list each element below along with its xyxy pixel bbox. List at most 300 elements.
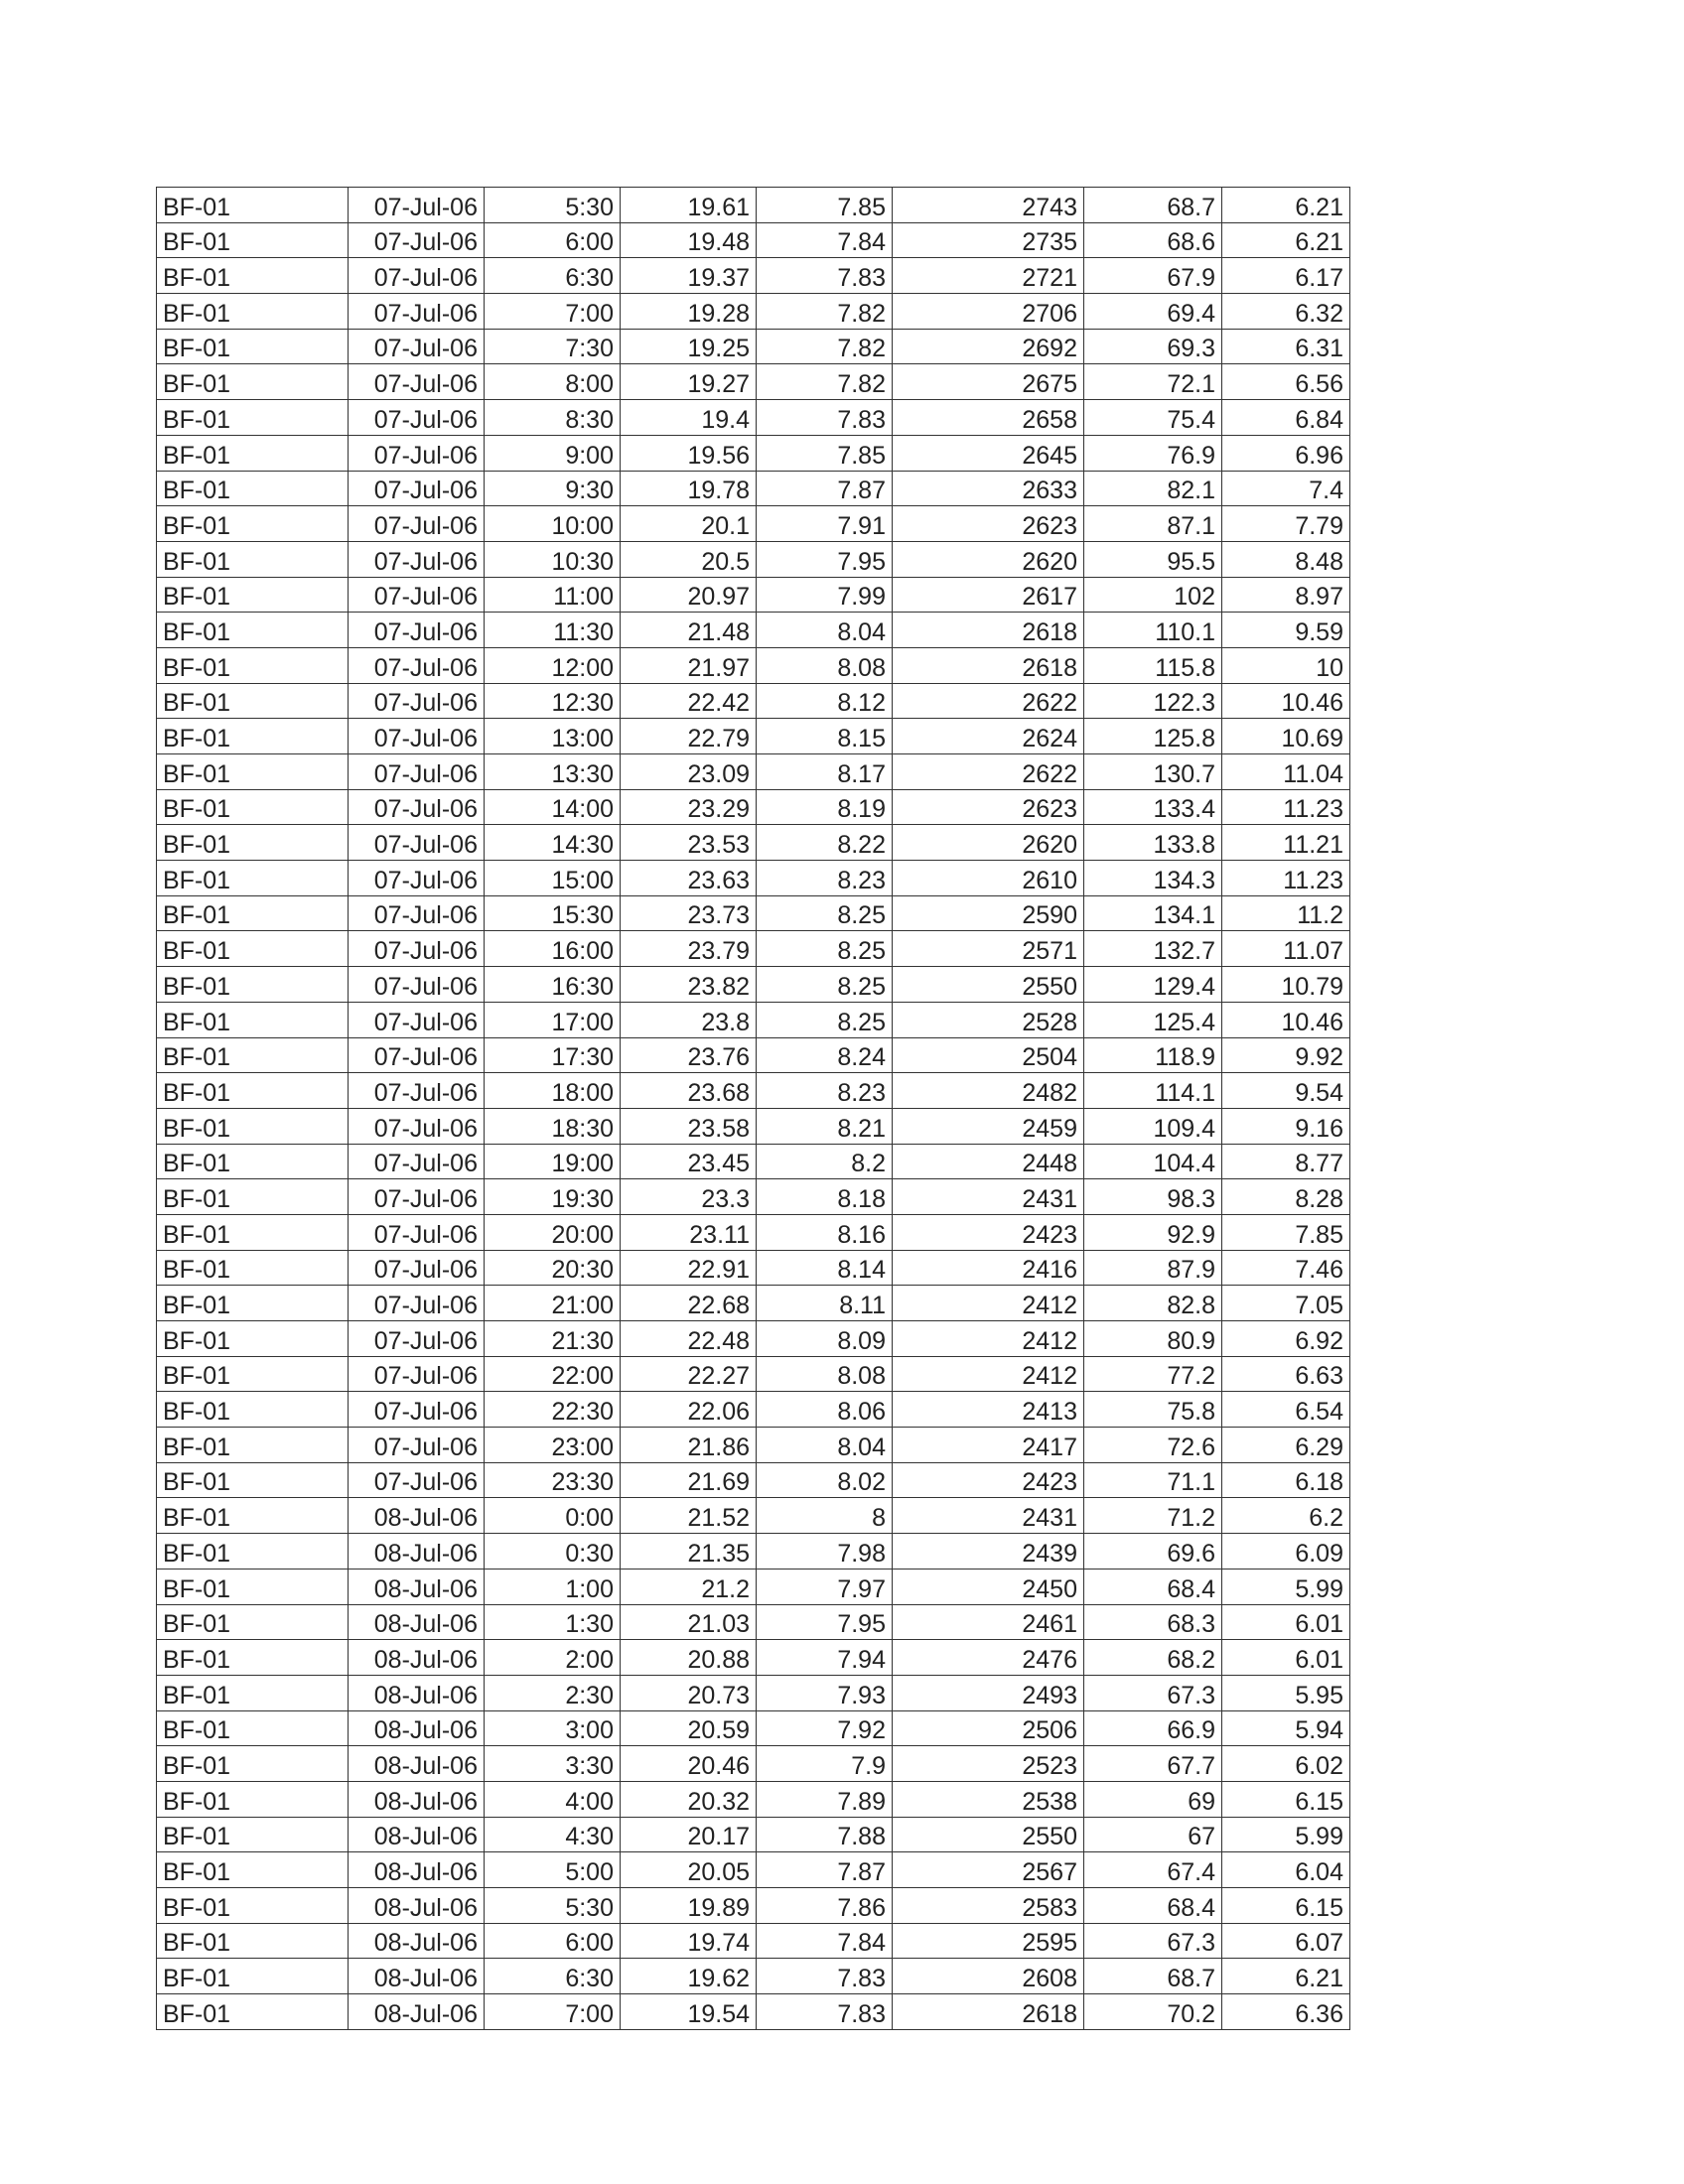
cell-value-3: 2450 xyxy=(893,1569,1084,1604)
cell-value-2: 8.25 xyxy=(757,931,893,967)
cell-date: 07-Jul-06 xyxy=(349,1250,485,1286)
cell-value-2: 7.86 xyxy=(757,1888,893,1924)
cell-value-3: 2608 xyxy=(893,1959,1084,1994)
cell-value-5: 6.56 xyxy=(1222,364,1350,400)
cell-station-id: BF-01 xyxy=(157,1356,349,1392)
cell-value-2: 8.15 xyxy=(757,719,893,754)
table-row xyxy=(157,1817,1350,1852)
cell-time: 1:00 xyxy=(485,1569,621,1604)
cell-time: 16:30 xyxy=(485,967,621,1003)
cell-date: 07-Jul-06 xyxy=(349,400,485,436)
cell-value-5: 6.32 xyxy=(1222,294,1350,330)
cell-value-3: 2633 xyxy=(893,471,1084,506)
table-row xyxy=(157,258,1350,294)
cell-value-2: 8.25 xyxy=(757,895,893,931)
cell-station-id: BF-01 xyxy=(157,1498,349,1534)
cell-time: 0:00 xyxy=(485,1498,621,1534)
cell-time: 18:30 xyxy=(485,1108,621,1144)
cell-value-3: 2706 xyxy=(893,294,1084,330)
cell-time: 7:00 xyxy=(485,294,621,330)
cell-value-3: 2692 xyxy=(893,329,1084,364)
cell-value-5: 7.4 xyxy=(1222,471,1350,506)
table-row xyxy=(157,1286,1350,1321)
table-row xyxy=(157,1640,1350,1676)
cell-value-2: 8.11 xyxy=(757,1286,893,1321)
cell-value-5: 7.85 xyxy=(1222,1214,1350,1250)
cell-time: 6:30 xyxy=(485,1959,621,1994)
cell-value-5: 6.01 xyxy=(1222,1604,1350,1640)
cell-value-1: 23.09 xyxy=(621,754,757,790)
cell-value-4: 70.2 xyxy=(1084,1994,1222,2030)
cell-value-5: 6.63 xyxy=(1222,1356,1350,1392)
cell-value-2: 7.98 xyxy=(757,1534,893,1570)
table-row xyxy=(157,1675,1350,1710)
cell-value-3: 2620 xyxy=(893,825,1084,861)
cell-time: 5:30 xyxy=(485,188,621,223)
cell-value-5: 6.04 xyxy=(1222,1852,1350,1888)
cell-value-4: 68.7 xyxy=(1084,188,1222,223)
table-row xyxy=(157,1108,1350,1144)
cell-station-id: BF-01 xyxy=(157,1108,349,1144)
cell-value-5: 7.05 xyxy=(1222,1286,1350,1321)
cell-date: 07-Jul-06 xyxy=(349,719,485,754)
table-row xyxy=(157,1710,1350,1746)
cell-value-4: 134.1 xyxy=(1084,895,1222,931)
cell-value-1: 20.05 xyxy=(621,1852,757,1888)
cell-value-3: 2423 xyxy=(893,1462,1084,1498)
cell-date: 07-Jul-06 xyxy=(349,1462,485,1498)
cell-value-2: 7.84 xyxy=(757,1923,893,1959)
cell-value-5: 11.07 xyxy=(1222,931,1350,967)
cell-station-id: BF-01 xyxy=(157,1321,349,1357)
cell-value-1: 19.89 xyxy=(621,1888,757,1924)
table-row xyxy=(157,1356,1350,1392)
cell-station-id: BF-01 xyxy=(157,294,349,330)
cell-value-5: 6.07 xyxy=(1222,1923,1350,1959)
cell-value-3: 2571 xyxy=(893,931,1084,967)
cell-date: 07-Jul-06 xyxy=(349,258,485,294)
cell-time: 5:30 xyxy=(485,1888,621,1924)
cell-station-id: BF-01 xyxy=(157,188,349,223)
cell-value-5: 5.95 xyxy=(1222,1675,1350,1710)
cell-value-3: 2618 xyxy=(893,613,1084,648)
cell-station-id: BF-01 xyxy=(157,613,349,648)
cell-value-2: 7.83 xyxy=(757,258,893,294)
cell-date: 07-Jul-06 xyxy=(349,577,485,613)
cell-value-4: 72.6 xyxy=(1084,1428,1222,1463)
cell-value-5: 6.36 xyxy=(1222,1994,1350,2030)
cell-value-2: 8.08 xyxy=(757,647,893,683)
cell-station-id: BF-01 xyxy=(157,1144,349,1179)
cell-time: 14:30 xyxy=(485,825,621,861)
cell-station-id: BF-01 xyxy=(157,435,349,471)
cell-date: 07-Jul-06 xyxy=(349,683,485,719)
cell-value-4: 122.3 xyxy=(1084,683,1222,719)
cell-value-1: 20.46 xyxy=(621,1746,757,1782)
cell-value-5: 9.92 xyxy=(1222,1037,1350,1073)
cell-station-id: BF-01 xyxy=(157,967,349,1003)
cell-value-5: 6.15 xyxy=(1222,1888,1350,1924)
table-row xyxy=(157,364,1350,400)
cell-date: 07-Jul-06 xyxy=(349,294,485,330)
cell-value-3: 2595 xyxy=(893,1923,1084,1959)
cell-value-2: 7.95 xyxy=(757,1604,893,1640)
cell-date: 07-Jul-06 xyxy=(349,1108,485,1144)
cell-value-5: 5.99 xyxy=(1222,1569,1350,1604)
cell-time: 13:00 xyxy=(485,719,621,754)
table-row xyxy=(157,471,1350,506)
table-body xyxy=(157,188,1350,2030)
cell-value-3: 2476 xyxy=(893,1640,1084,1676)
cell-value-5: 6.01 xyxy=(1222,1640,1350,1676)
cell-station-id: BF-01 xyxy=(157,1534,349,1570)
cell-date: 07-Jul-06 xyxy=(349,647,485,683)
cell-value-5: 6.09 xyxy=(1222,1534,1350,1570)
cell-value-5: 11.23 xyxy=(1222,789,1350,825)
cell-value-3: 2550 xyxy=(893,1817,1084,1852)
cell-time: 9:30 xyxy=(485,471,621,506)
cell-value-1: 20.1 xyxy=(621,506,757,542)
cell-value-2: 8.16 xyxy=(757,1214,893,1250)
cell-date: 07-Jul-06 xyxy=(349,222,485,258)
cell-value-1: 23.73 xyxy=(621,895,757,931)
cell-value-5: 5.94 xyxy=(1222,1710,1350,1746)
cell-value-4: 82.1 xyxy=(1084,471,1222,506)
cell-station-id: BF-01 xyxy=(157,789,349,825)
cell-value-1: 23.3 xyxy=(621,1179,757,1215)
cell-value-1: 21.86 xyxy=(621,1428,757,1463)
table-row xyxy=(157,861,1350,896)
cell-value-3: 2423 xyxy=(893,1214,1084,1250)
cell-value-1: 23.79 xyxy=(621,931,757,967)
cell-value-3: 2431 xyxy=(893,1498,1084,1534)
table-row xyxy=(157,222,1350,258)
cell-date: 08-Jul-06 xyxy=(349,1817,485,1852)
cell-value-1: 22.27 xyxy=(621,1356,757,1392)
cell-date: 07-Jul-06 xyxy=(349,861,485,896)
cell-station-id: BF-01 xyxy=(157,471,349,506)
table-row xyxy=(157,1569,1350,1604)
cell-station-id: BF-01 xyxy=(157,754,349,790)
cell-date: 07-Jul-06 xyxy=(349,1356,485,1392)
cell-value-3: 2493 xyxy=(893,1675,1084,1710)
cell-value-1: 21.69 xyxy=(621,1462,757,1498)
cell-value-5: 10.79 xyxy=(1222,967,1350,1003)
cell-value-2: 8.24 xyxy=(757,1037,893,1073)
table-row xyxy=(157,541,1350,577)
cell-time: 7:00 xyxy=(485,1994,621,2030)
cell-time: 11:00 xyxy=(485,577,621,613)
cell-value-1: 20.32 xyxy=(621,1781,757,1817)
cell-value-2: 7.83 xyxy=(757,400,893,436)
cell-value-5: 11.2 xyxy=(1222,895,1350,931)
cell-value-4: 133.8 xyxy=(1084,825,1222,861)
cell-value-3: 2617 xyxy=(893,577,1084,613)
cell-date: 07-Jul-06 xyxy=(349,329,485,364)
cell-value-1: 23.58 xyxy=(621,1108,757,1144)
cell-station-id: BF-01 xyxy=(157,931,349,967)
table-row xyxy=(157,1002,1350,1037)
cell-time: 7:30 xyxy=(485,329,621,364)
cell-station-id: BF-01 xyxy=(157,258,349,294)
cell-value-5: 9.16 xyxy=(1222,1108,1350,1144)
table-row xyxy=(157,789,1350,825)
cell-value-4: 118.9 xyxy=(1084,1037,1222,1073)
cell-date: 07-Jul-06 xyxy=(349,895,485,931)
cell-value-4: 98.3 xyxy=(1084,1179,1222,1215)
cell-value-2: 8.12 xyxy=(757,683,893,719)
cell-station-id: BF-01 xyxy=(157,1250,349,1286)
cell-time: 9:00 xyxy=(485,435,621,471)
cell-value-3: 2412 xyxy=(893,1356,1084,1392)
cell-value-4: 104.4 xyxy=(1084,1144,1222,1179)
cell-value-4: 87.1 xyxy=(1084,506,1222,542)
cell-value-4: 132.7 xyxy=(1084,931,1222,967)
cell-value-3: 2620 xyxy=(893,541,1084,577)
cell-value-2: 7.92 xyxy=(757,1710,893,1746)
cell-value-2: 8.23 xyxy=(757,861,893,896)
cell-station-id: BF-01 xyxy=(157,1852,349,1888)
cell-value-5: 6.92 xyxy=(1222,1321,1350,1357)
cell-station-id: BF-01 xyxy=(157,329,349,364)
table-row xyxy=(157,1852,1350,1888)
cell-date: 07-Jul-06 xyxy=(349,931,485,967)
cell-value-2: 7.85 xyxy=(757,188,893,223)
table-row xyxy=(157,1781,1350,1817)
table-row xyxy=(157,1534,1350,1570)
cell-station-id: BF-01 xyxy=(157,1214,349,1250)
cell-value-1: 23.68 xyxy=(621,1073,757,1109)
cell-value-2: 8.04 xyxy=(757,613,893,648)
cell-value-3: 2623 xyxy=(893,789,1084,825)
cell-value-2: 7.88 xyxy=(757,1817,893,1852)
cell-value-2: 8.02 xyxy=(757,1462,893,1498)
cell-date: 08-Jul-06 xyxy=(349,1852,485,1888)
cell-time: 21:30 xyxy=(485,1321,621,1357)
cell-value-4: 67.7 xyxy=(1084,1746,1222,1782)
cell-value-5: 11.04 xyxy=(1222,754,1350,790)
cell-value-5: 6.18 xyxy=(1222,1462,1350,1498)
cell-value-5: 7.79 xyxy=(1222,506,1350,542)
table-row xyxy=(157,1959,1350,1994)
cell-date: 07-Jul-06 xyxy=(349,754,485,790)
cell-time: 2:30 xyxy=(485,1675,621,1710)
cell-time: 6:00 xyxy=(485,222,621,258)
cell-value-3: 2675 xyxy=(893,364,1084,400)
cell-time: 19:00 xyxy=(485,1144,621,1179)
cell-value-3: 2624 xyxy=(893,719,1084,754)
cell-value-4: 77.2 xyxy=(1084,1356,1222,1392)
cell-value-3: 2622 xyxy=(893,683,1084,719)
cell-value-4: 80.9 xyxy=(1084,1321,1222,1357)
cell-value-3: 2448 xyxy=(893,1144,1084,1179)
cell-value-3: 2412 xyxy=(893,1321,1084,1357)
cell-value-5: 11.21 xyxy=(1222,825,1350,861)
cell-value-3: 2623 xyxy=(893,506,1084,542)
cell-value-2: 7.97 xyxy=(757,1569,893,1604)
cell-value-4: 115.8 xyxy=(1084,647,1222,683)
cell-value-1: 20.97 xyxy=(621,577,757,613)
cell-value-1: 21.48 xyxy=(621,613,757,648)
cell-date: 07-Jul-06 xyxy=(349,471,485,506)
cell-value-5: 8.48 xyxy=(1222,541,1350,577)
cell-station-id: BF-01 xyxy=(157,1994,349,2030)
cell-value-5: 6.21 xyxy=(1222,1959,1350,1994)
cell-value-3: 2645 xyxy=(893,435,1084,471)
cell-value-1: 23.8 xyxy=(621,1002,757,1037)
table-row xyxy=(157,1462,1350,1498)
cell-value-2: 7.95 xyxy=(757,541,893,577)
cell-value-4: 75.4 xyxy=(1084,400,1222,436)
cell-value-1: 23.82 xyxy=(621,967,757,1003)
table-row xyxy=(157,613,1350,648)
table-row xyxy=(157,895,1350,931)
cell-station-id: BF-01 xyxy=(157,1073,349,1109)
cell-value-1: 19.74 xyxy=(621,1923,757,1959)
cell-station-id: BF-01 xyxy=(157,1888,349,1924)
cell-value-2: 8.25 xyxy=(757,967,893,1003)
table-row xyxy=(157,1604,1350,1640)
cell-time: 1:30 xyxy=(485,1604,621,1640)
cell-date: 07-Jul-06 xyxy=(349,188,485,223)
cell-station-id: BF-01 xyxy=(157,1923,349,1959)
cell-value-2: 7.89 xyxy=(757,1781,893,1817)
cell-value-1: 21.2 xyxy=(621,1569,757,1604)
cell-date: 07-Jul-06 xyxy=(349,541,485,577)
cell-value-4: 67.4 xyxy=(1084,1852,1222,1888)
cell-date: 07-Jul-06 xyxy=(349,1002,485,1037)
cell-date: 07-Jul-06 xyxy=(349,364,485,400)
cell-value-5: 7.46 xyxy=(1222,1250,1350,1286)
cell-value-2: 7.87 xyxy=(757,1852,893,1888)
cell-value-1: 19.37 xyxy=(621,258,757,294)
cell-value-1: 19.54 xyxy=(621,1994,757,2030)
cell-value-4: 102 xyxy=(1084,577,1222,613)
cell-date: 08-Jul-06 xyxy=(349,1781,485,1817)
cell-value-4: 110.1 xyxy=(1084,613,1222,648)
cell-station-id: BF-01 xyxy=(157,1675,349,1710)
cell-date: 07-Jul-06 xyxy=(349,506,485,542)
cell-time: 15:00 xyxy=(485,861,621,896)
table-row xyxy=(157,294,1350,330)
cell-value-3: 2506 xyxy=(893,1710,1084,1746)
cell-value-4: 69 xyxy=(1084,1781,1222,1817)
cell-value-5: 5.99 xyxy=(1222,1817,1350,1852)
table-row xyxy=(157,1888,1350,1924)
cell-time: 20:30 xyxy=(485,1250,621,1286)
cell-time: 8:30 xyxy=(485,400,621,436)
cell-value-1: 22.79 xyxy=(621,719,757,754)
cell-value-2: 7.83 xyxy=(757,1959,893,1994)
table-row xyxy=(157,1923,1350,1959)
cell-date: 07-Jul-06 xyxy=(349,1214,485,1250)
cell-value-2: 7.93 xyxy=(757,1675,893,1710)
cell-value-1: 22.91 xyxy=(621,1250,757,1286)
cell-value-4: 68.7 xyxy=(1084,1959,1222,1994)
cell-date: 07-Jul-06 xyxy=(349,1179,485,1215)
cell-date: 07-Jul-06 xyxy=(349,1392,485,1428)
cell-time: 19:30 xyxy=(485,1179,621,1215)
cell-date: 07-Jul-06 xyxy=(349,1073,485,1109)
cell-value-1: 22.06 xyxy=(621,1392,757,1428)
cell-value-1: 23.53 xyxy=(621,825,757,861)
cell-value-2: 8.22 xyxy=(757,825,893,861)
cell-value-4: 76.9 xyxy=(1084,435,1222,471)
cell-value-3: 2412 xyxy=(893,1286,1084,1321)
cell-value-3: 2416 xyxy=(893,1250,1084,1286)
cell-station-id: BF-01 xyxy=(157,506,349,542)
cell-station-id: BF-01 xyxy=(157,400,349,436)
cell-value-1: 23.11 xyxy=(621,1214,757,1250)
cell-value-3: 2610 xyxy=(893,861,1084,896)
cell-time: 3:00 xyxy=(485,1710,621,1746)
table-row xyxy=(157,577,1350,613)
cell-value-3: 2618 xyxy=(893,1994,1084,2030)
cell-value-5: 9.54 xyxy=(1222,1073,1350,1109)
cell-value-4: 133.4 xyxy=(1084,789,1222,825)
table-row xyxy=(157,1746,1350,1782)
cell-value-3: 2538 xyxy=(893,1781,1084,1817)
cell-value-2: 8.04 xyxy=(757,1428,893,1463)
cell-value-3: 2417 xyxy=(893,1428,1084,1463)
cell-time: 22:30 xyxy=(485,1392,621,1428)
cell-value-2: 8.25 xyxy=(757,1002,893,1037)
cell-value-3: 2413 xyxy=(893,1392,1084,1428)
cell-station-id: BF-01 xyxy=(157,1604,349,1640)
cell-time: 23:30 xyxy=(485,1462,621,1498)
cell-value-4: 71.2 xyxy=(1084,1498,1222,1534)
cell-value-1: 20.88 xyxy=(621,1640,757,1676)
table-row xyxy=(157,931,1350,967)
cell-value-5: 6.31 xyxy=(1222,329,1350,364)
table-row xyxy=(157,1037,1350,1073)
cell-station-id: BF-01 xyxy=(157,825,349,861)
cell-value-2: 8.21 xyxy=(757,1108,893,1144)
table-row xyxy=(157,825,1350,861)
cell-date: 08-Jul-06 xyxy=(349,1675,485,1710)
cell-value-2: 8.23 xyxy=(757,1073,893,1109)
cell-value-4: 67 xyxy=(1084,1817,1222,1852)
cell-time: 18:00 xyxy=(485,1073,621,1109)
cell-value-2: 8.06 xyxy=(757,1392,893,1428)
cell-value-2: 7.94 xyxy=(757,1640,893,1676)
cell-value-1: 21.52 xyxy=(621,1498,757,1534)
cell-value-3: 2721 xyxy=(893,258,1084,294)
cell-station-id: BF-01 xyxy=(157,1569,349,1604)
cell-value-4: 68.3 xyxy=(1084,1604,1222,1640)
cell-station-id: BF-01 xyxy=(157,719,349,754)
cell-value-5: 6.84 xyxy=(1222,400,1350,436)
cell-value-5: 6.21 xyxy=(1222,188,1350,223)
table-row xyxy=(157,683,1350,719)
cell-time: 5:00 xyxy=(485,1852,621,1888)
cell-value-4: 71.1 xyxy=(1084,1462,1222,1498)
table-row xyxy=(157,719,1350,754)
cell-value-4: 92.9 xyxy=(1084,1214,1222,1250)
cell-station-id: BF-01 xyxy=(157,541,349,577)
cell-value-3: 2735 xyxy=(893,222,1084,258)
cell-value-2: 8.09 xyxy=(757,1321,893,1357)
cell-value-2: 8.2 xyxy=(757,1144,893,1179)
table-row xyxy=(157,329,1350,364)
cell-time: 16:00 xyxy=(485,931,621,967)
cell-time: 12:00 xyxy=(485,647,621,683)
cell-value-5: 11.23 xyxy=(1222,861,1350,896)
cell-value-4: 82.8 xyxy=(1084,1286,1222,1321)
cell-date: 07-Jul-06 xyxy=(349,435,485,471)
cell-value-4: 69.3 xyxy=(1084,329,1222,364)
cell-value-3: 2658 xyxy=(893,400,1084,436)
